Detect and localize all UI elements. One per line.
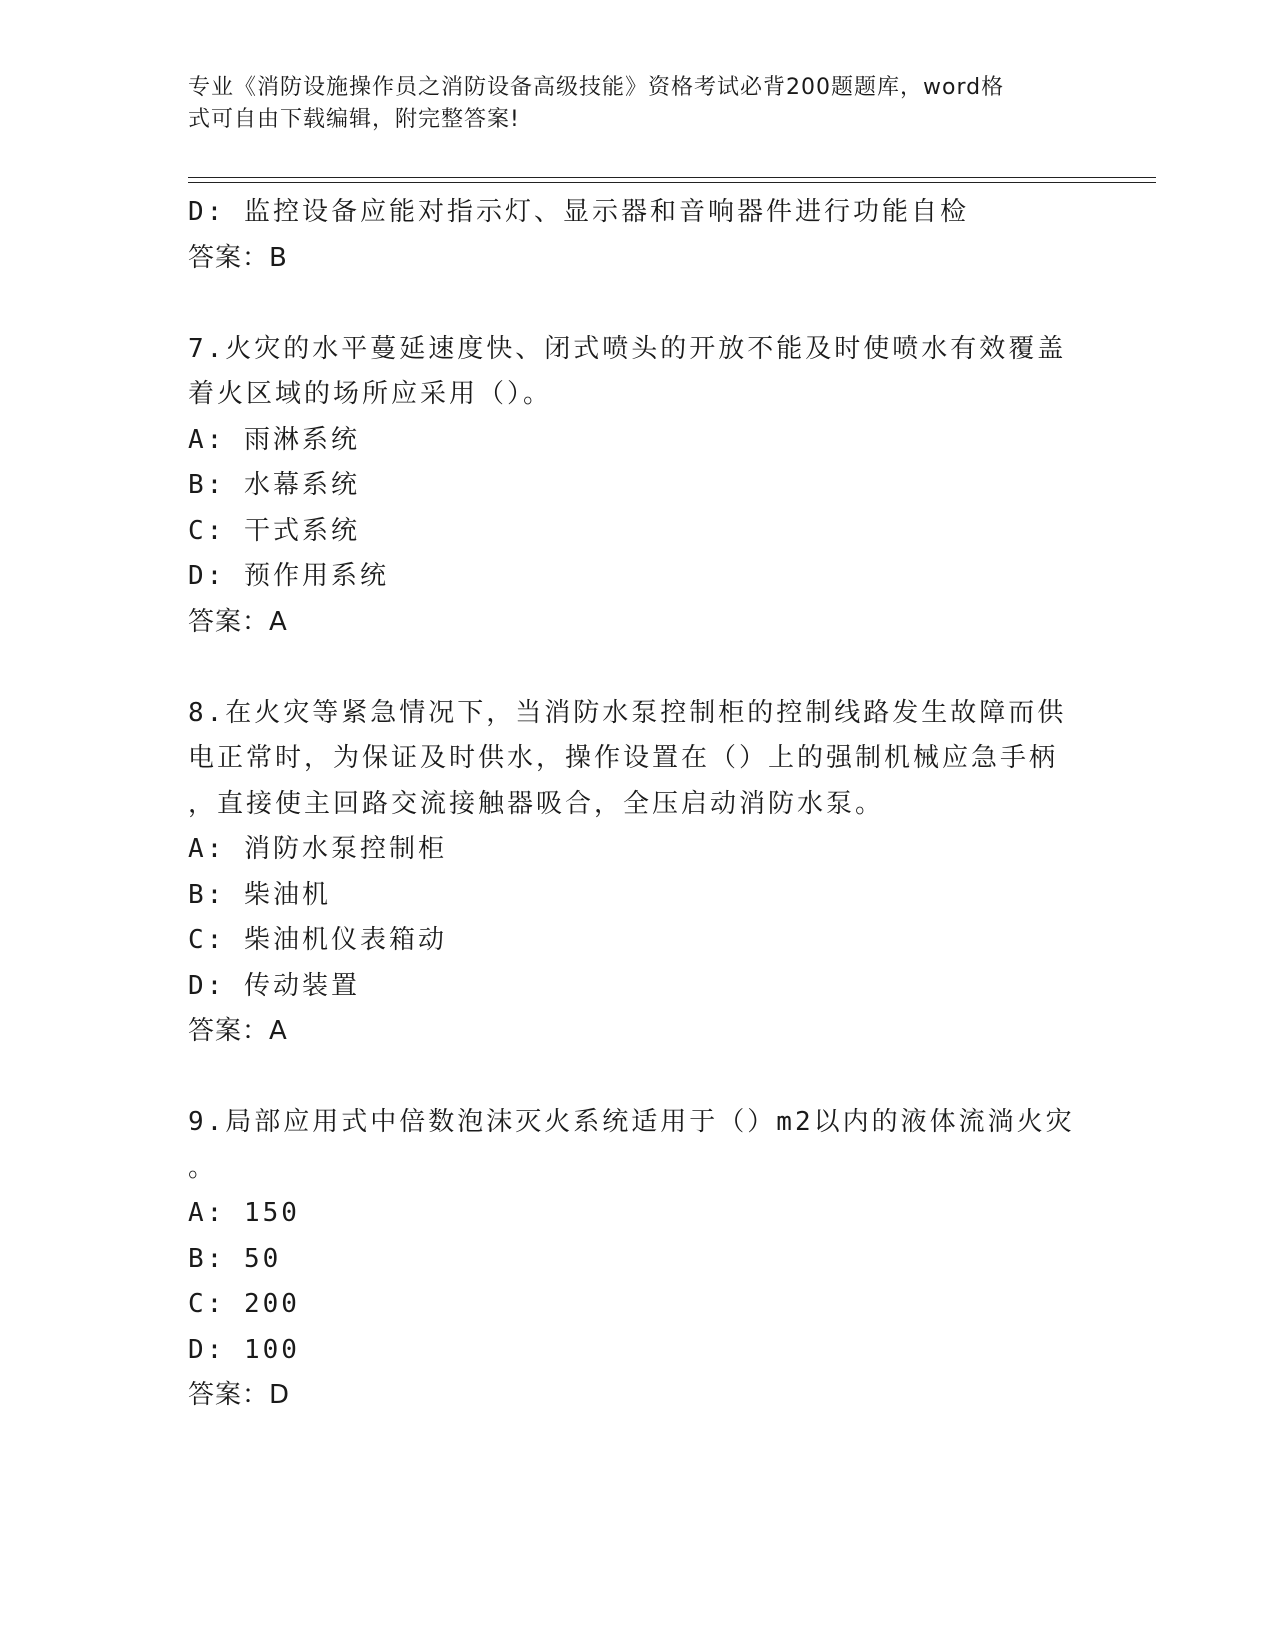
document-header [188,72,1068,136]
question-list [188,190,1075,1419]
option-a: A: 消防水泵控制柜 [188,834,447,864]
answer-line: 答案：A [188,1016,288,1046]
header-divider-top [188,177,1156,178]
option-a: A: 雨淋系统 [188,424,360,455]
question-stem: 着火区域的场所应采用（）。 [188,379,553,409]
header-line-1: 专业《消防设施操作员之消防设备高级技能》资格考试必背200题题库，word格 [188,75,1005,100]
option-b: B: 50 [188,1243,282,1274]
option-d: D: 预作用系统 [188,561,389,591]
option-d: D: 监控设备应能对指示灯、显示器和音响器件进行功能自检 [188,197,969,227]
question-stem: 。 [188,1152,218,1183]
spacer [188,645,1068,691]
option-b: B: 柴油机 [188,879,331,910]
header-line-2: 式可自由下载编辑，附完整答案! [188,107,520,132]
spacer [188,1055,1068,1101]
question-stem: 电正常时，为保证及时供水，操作设置在（）上的强制机械应急手柄 [188,743,1059,773]
option-c: C: 200 [188,1289,300,1319]
option-c: C: 干式系统 [188,515,360,546]
option-a: A: 150 [188,1198,300,1228]
option-d: D: 传动装置 [188,970,360,1001]
answer-line: 答案：A [188,606,288,637]
question-stem: ，直接使主回路交流接触器吸合，全压启动消防水泵。 [188,788,885,819]
question-6-tail [188,190,1068,281]
answer-line: 答案：D [188,1380,291,1410]
question-9 [188,1100,1075,1419]
question-stem: 9.局部应用式中倍数泡沫灭火系统适用于（）m2以内的液体流淌火灾 [188,1107,1075,1137]
header-divider-bottom [188,182,1156,183]
question-7 [188,327,1068,646]
question-stem: 7.火灾的水平蔓延速度快、闭式喷头的开放不能及时使喷水有效覆盖 [188,333,1067,364]
question-stem: 8.在火灾等紧急情况下，当消防水泵控制柜的控制线路发生故障而供 [188,697,1067,728]
question-8 [188,691,1068,1055]
answer-line: 答案：B [188,242,288,273]
option-d: D: 100 [188,1334,300,1365]
option-b: B: 水幕系统 [188,470,360,500]
spacer [188,281,1068,327]
option-c: C: 柴油机仪表箱动 [188,925,447,955]
